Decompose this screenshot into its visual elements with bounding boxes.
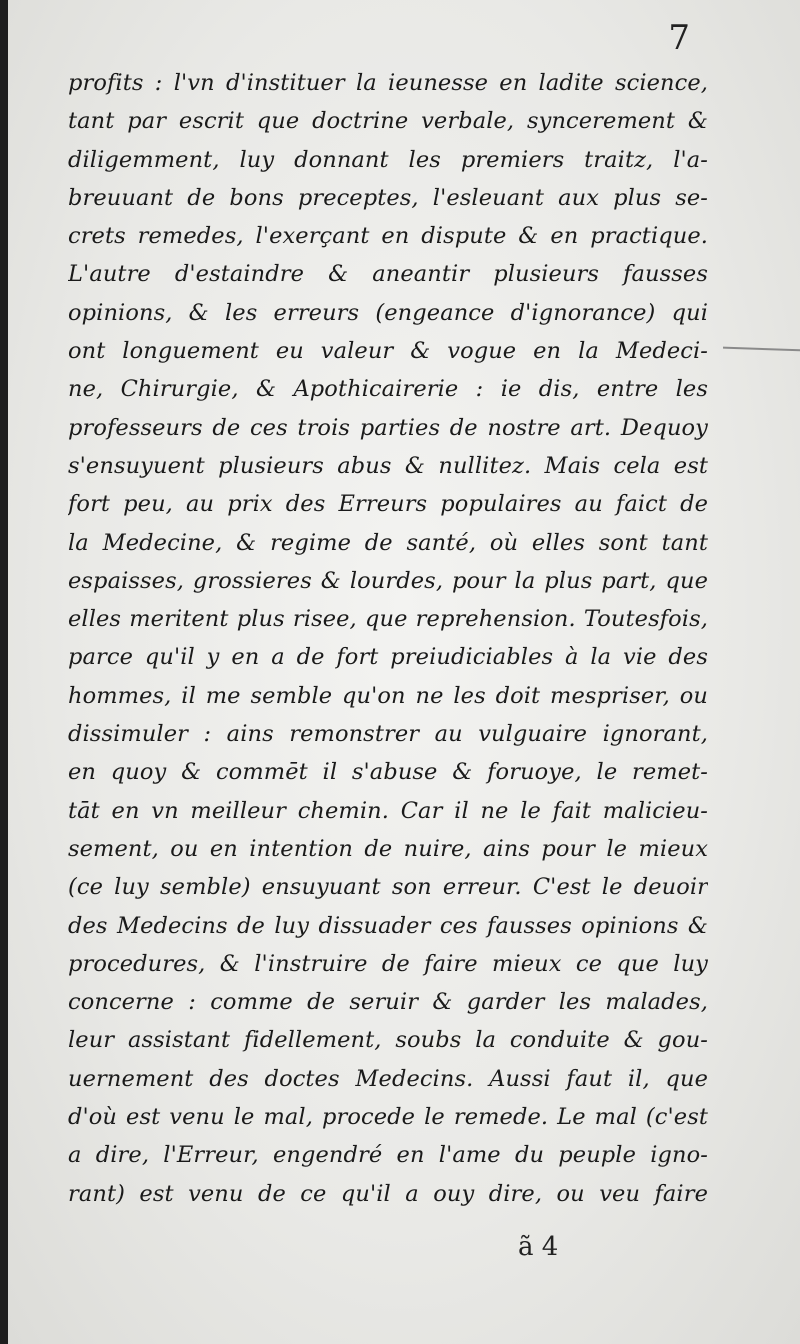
text-line: breuuant de bons preceptes, l'esleuant aux plus se- (68, 184, 708, 211)
text-line: diligemment, luy donnant les premiers traitz, l'a- (68, 146, 708, 173)
text-line: d'où est venu le mal, procede le remede. Le mal (c'est (68, 1104, 708, 1131)
text-line: leur assistant fidellement, soubs la conduite & gou- (68, 1027, 708, 1054)
text-line: professeurs de ces trois parties de nostre art. Dequoy (68, 414, 708, 441)
text-line: parce qu'il y en a de fort preiudiciables à la vie des (68, 644, 708, 671)
text-line: la Medecine, & regime de santé, où elles sont tant (68, 529, 708, 556)
text-line: concerne : comme de seruir & garder les malades, (68, 989, 708, 1016)
body-text (68, 64, 708, 1213)
text-line: s'ensuyuent plusieurs abus & nullitez. Mais cela est (68, 452, 708, 479)
margin-mark (723, 347, 800, 352)
text-line: procedures, & l'instruire de faire mieux ce que luy (68, 950, 708, 977)
text-line: opinions, & les erreurs (engeance d'ignorance) qui (68, 299, 708, 326)
text-line: ne, Chirurgie, & Apothicairerie : ie dis, entre les (68, 376, 708, 403)
signature-mark: ã 4 (518, 1232, 559, 1262)
text-line: profits : l'vn d'instituer la ieunesse en ladite science, (68, 70, 708, 96)
text-line: (ce luy semble) ensuyuant son erreur. C'est le deuoir (68, 874, 708, 901)
text-line: hommes, il me semble qu'on ne les doit mespriser, ou (68, 682, 708, 709)
text-line: des Medecins de luy dissuader ces fausses opinions & (68, 912, 708, 939)
text-line: ont longuement eu valeur & vogue en la Medeci- (68, 338, 708, 365)
text-line: tāt en vn meilleur chemin. Car il ne le fait malicieu- (68, 797, 708, 824)
text-line: tant par escrit que doctrine verbale, syncerement & (68, 108, 708, 135)
text-line: elles meritent plus risee, que reprehension. Toutesfois, (68, 606, 708, 633)
text-line: L'autre d'estaindre & aneantir plusieurs fausses (68, 261, 708, 288)
page-number: 7 (668, 18, 690, 58)
text-line: sement, ou en intention de nuire, ains pour le mieux (68, 835, 708, 862)
book-page (8, 0, 800, 1344)
text-line: dissimuler : ains remonstrer au vulguaire ignorant, (68, 721, 708, 748)
text-line: fort peu, au prix des Erreurs populaires au faict de (68, 491, 708, 518)
text-line: espaisses, grossieres & lourdes, pour la plus part, que (68, 567, 708, 594)
text-line: a dire, l'Erreur, engendré en l'ame du peuple igno- (68, 1142, 708, 1169)
text-line: en quoy & commēt il s'abuse & foruoye, le remet- (68, 759, 708, 786)
text-line: crets remedes, l'exerçant en dispute & en practique. (68, 223, 708, 250)
text-line: rant) est venu de ce qu'il a ouy dire, ou veu faire (68, 1180, 708, 1207)
text-line: uernement des doctes Medecins. Aussi faut il, que (68, 1065, 708, 1092)
